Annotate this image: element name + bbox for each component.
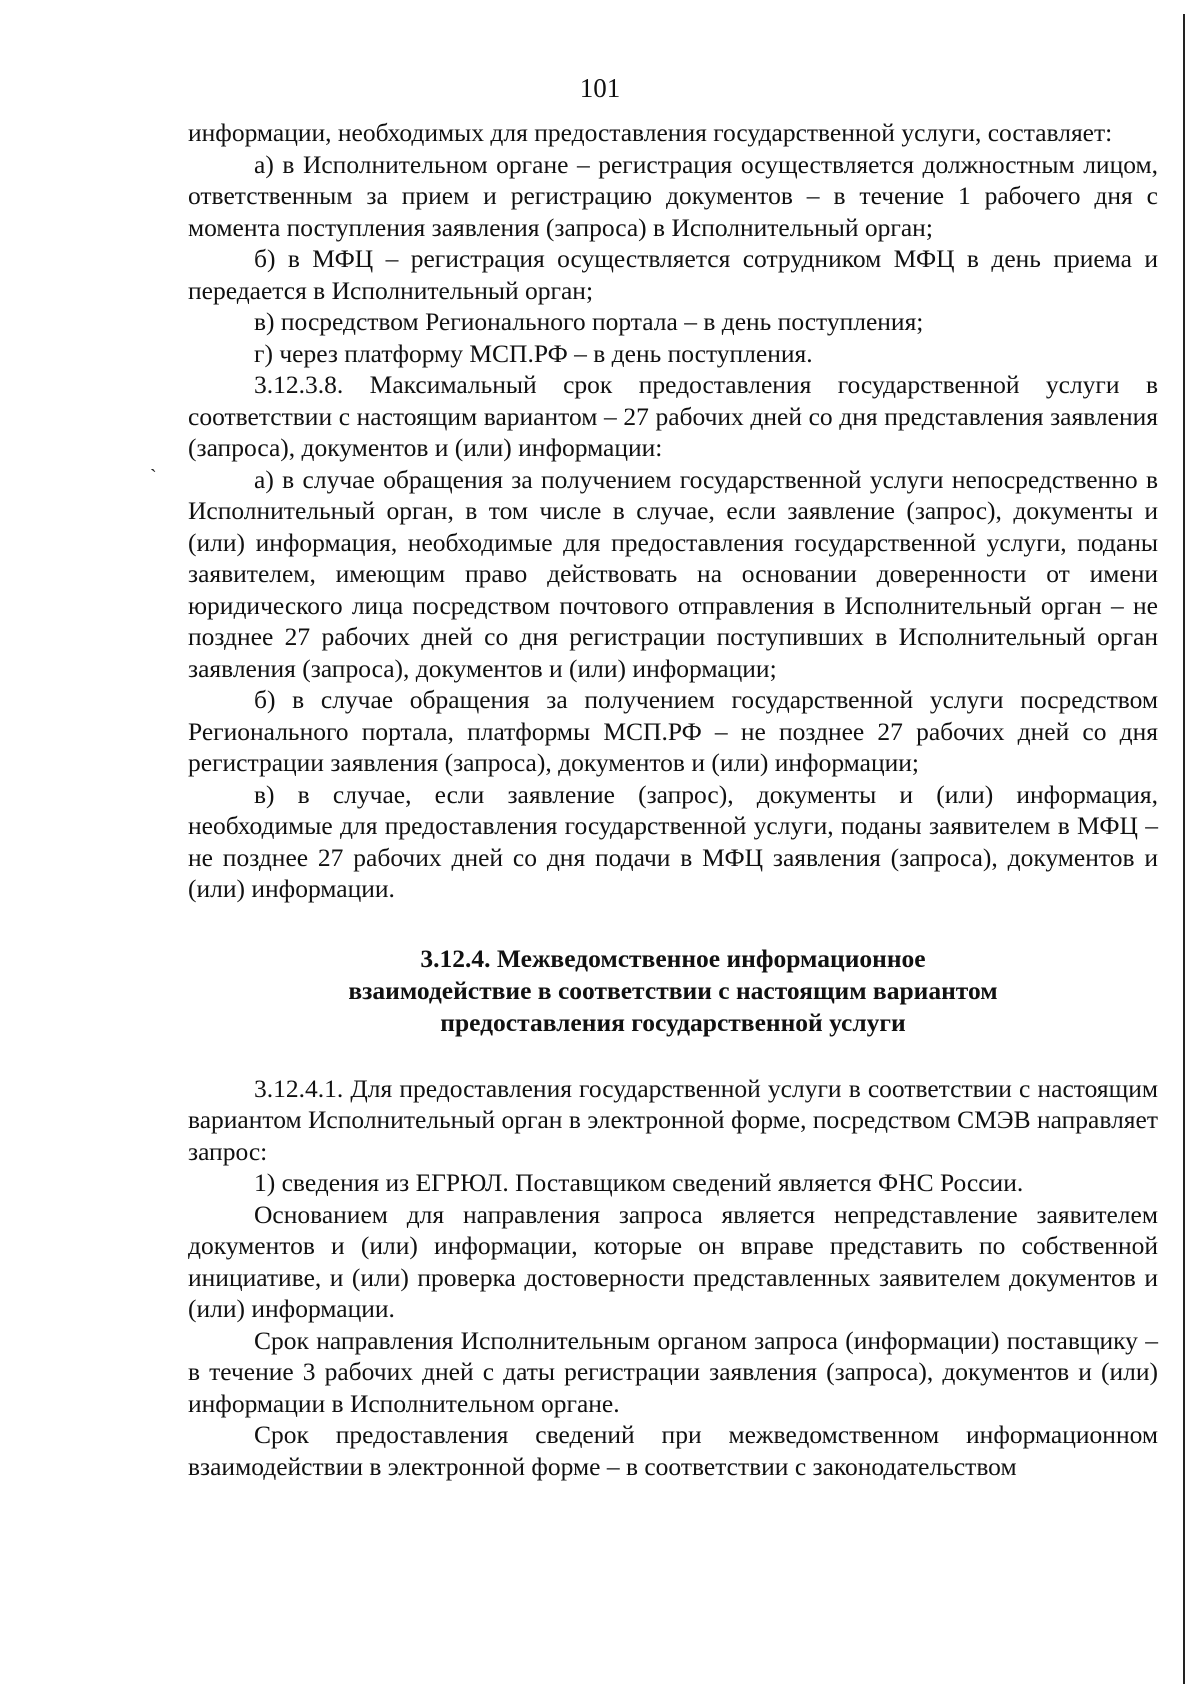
- paragraph: г) через платформу МСП.РФ – в день поступления.: [254, 338, 813, 368]
- section-heading: [188, 943, 1158, 1039]
- page-number: 101: [579, 73, 621, 103]
- paragraph: б) в МФЦ – регистрация осуществляется сотрудником МФЦ в день приема и передается в Исполнительный орган;: [188, 244, 1158, 305]
- paragraph: Срок направления Исполнительным органом запроса (информации) поставщику – в течение 3 рабочих дней с даты регистрации заявления (запроса), документов и (или) информации в Исполнительном органе.: [188, 1325, 1158, 1418]
- paragraph: а) в случае обращения за получением государственной услуги непосредственно в Исполнительный орган, в том числе в случае, если заявление (запрос), документы и (или) информация, необходимые для предоставления государственной услуги, поданы заявителем, имеющим право действовать на основании доверенности от имени юридического лица посредством почтового отправления в Исполнительный орган – не позднее 27 рабочих дней со дня регистрации поступивших в Исполнительный орган заявления (запроса), документов и (или) информации;: [188, 464, 1158, 683]
- document-body: [188, 117, 1158, 1482]
- paragraphs-bottom: [188, 1073, 1158, 1483]
- paragraph: 1) сведения из ЕГРЮЛ. Поставщиком сведений является ФНС России.: [254, 1168, 1024, 1197]
- section-heading-line: предоставления государственной услуги: [440, 1007, 906, 1037]
- paragraph: а) в Исполнительном органе – регистрация осуществляется должностным лицом, ответственным за прием и регистрацию документов – в течение 1 рабочего дня с момента поступления заявления (запроса) в Исполнительный орган;: [188, 149, 1158, 242]
- paragraph: информации, необходимых для предоставления государственной услуги, составляет:: [188, 118, 1113, 147]
- paragraph: Срок предоставления сведений при межведомственном информационном взаимодействии в электронной форме – в соответствии с законодательством: [188, 1420, 1158, 1481]
- paragraphs-top: [188, 117, 1158, 905]
- paragraph: Основанием для направления запроса является непредставление заявителем документов и (или) информации, которые он вправе представить по собственной инициативе, и (или) проверка достоверности представленных заявителем документов и (или) информации.: [188, 1199, 1158, 1323]
- paragraph: в) посредством Регионального портала – в день поступления;: [254, 307, 924, 336]
- paragraph: б) в случае обращения за получением государственной услуги посредством Регионального портала, платформы МСП.РФ – не позднее 27 рабочих дней со дня регистрации заявления (запроса), документов и (или) информации;: [188, 685, 1158, 777]
- paragraph: 3.12.3.8. Максимальный срок предоставления государственной услуги в соответствии с настоящим вариантом – 27 рабочих дней со дня представления заявления (запроса), документов и (или) информации:: [188, 370, 1158, 462]
- section-heading-line: взаимодействие в соответствии с настоящим вариантом: [348, 975, 998, 1005]
- page-edge-line: [1183, 14, 1185, 1684]
- paragraph: в) в случае, если заявление (запрос), документы и (или) информация, необходимые для предоставления государственной услуги, поданы заявителем в МФЦ – не позднее 27 рабочих дней со дня подачи в МФЦ заявления (запроса), документов и (или) информации.: [188, 779, 1158, 903]
- stray-scan-mark: `: [150, 466, 157, 488]
- section-heading-line: 3.12.4. Межведомственное информационное: [420, 943, 926, 973]
- paragraph: 3.12.4.1. Для предоставления государственной услуги в соответствии с настоящим вариантом Исполнительный орган в электронной форме, посредством СМЭВ направляет запрос:: [188, 1073, 1158, 1166]
